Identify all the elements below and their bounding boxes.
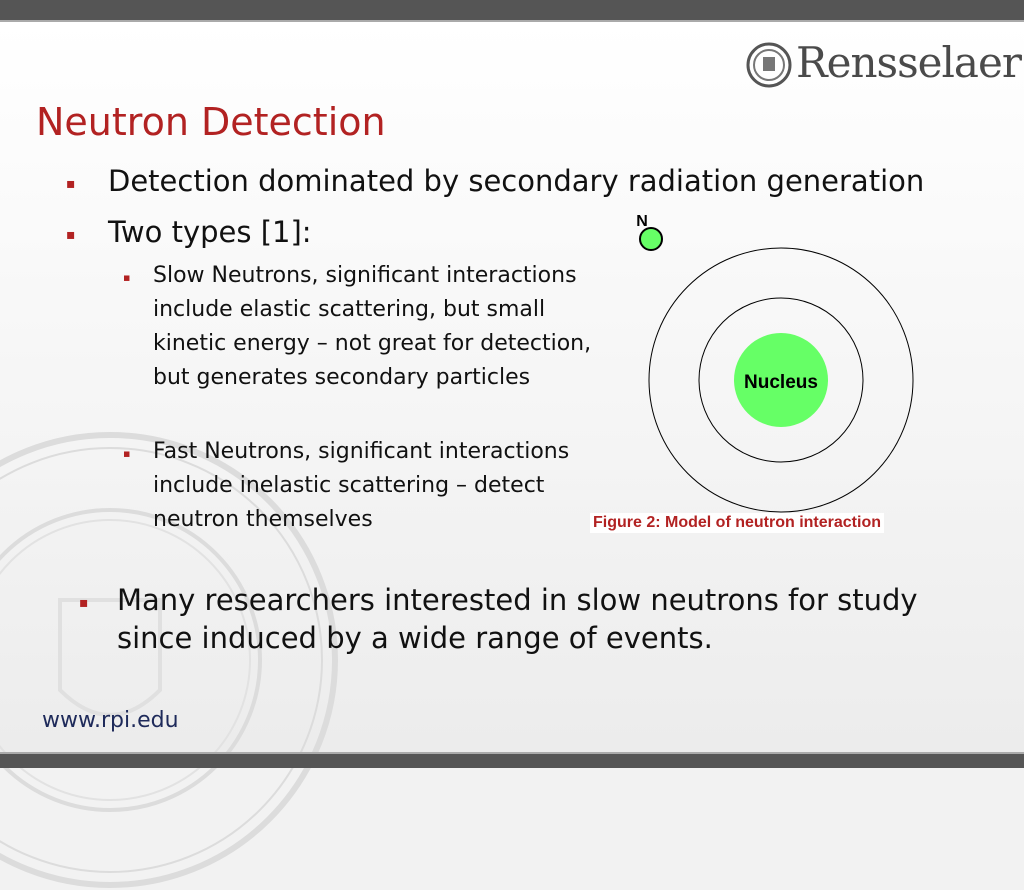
bottom-bar: [0, 752, 1024, 768]
bullet-marker: ▪: [66, 227, 76, 243]
nucleus-label: Nucleus: [744, 372, 818, 393]
neutron-circle: [640, 228, 662, 250]
sub-bullet-fast-neutrons: [123, 435, 593, 537]
sub-bullet-slow-neutrons: [123, 259, 593, 395]
bullet-text: Many researchers interested in slow neutrons for study since induced by a wide range of events.: [117, 583, 918, 655]
bullet-detection: [66, 163, 925, 201]
bullet-marker: ▪: [79, 595, 89, 611]
logo-text: Rensselaer: [796, 38, 1021, 87]
bullet-text: Slow Neutrons, significant interactions include elastic scattering, but small kinetic energy – not great for detection, but generates secondary particles: [153, 263, 592, 391]
bullet-text: Detection dominated by secondary radiation generation: [108, 164, 925, 198]
neutron-label: N: [636, 213, 648, 230]
top-bar: [0, 0, 1024, 22]
bullet-text: Fast Neutrons, significant interactions include inelastic scattering – detect neutron themselves: [153, 439, 570, 533]
bullet-marker: ▪: [66, 176, 76, 192]
bullet-marker: ▪: [123, 271, 131, 284]
bullet-marker: ▪: [123, 447, 131, 460]
bullet-researchers: [79, 582, 977, 657]
footer-url: www.rpi.edu: [42, 708, 179, 733]
neutron-interaction-diagram: [620, 205, 940, 525]
bullet-two-types: [66, 214, 312, 252]
slide-title: Neutron Detection: [36, 100, 386, 144]
rensselaer-seal-icon: [746, 42, 792, 88]
rensselaer-logo: [746, 38, 1021, 90]
bullet-text: Two types [1]:: [108, 215, 312, 249]
figure-caption: Figure 2: Model of neutron interaction: [590, 513, 884, 533]
